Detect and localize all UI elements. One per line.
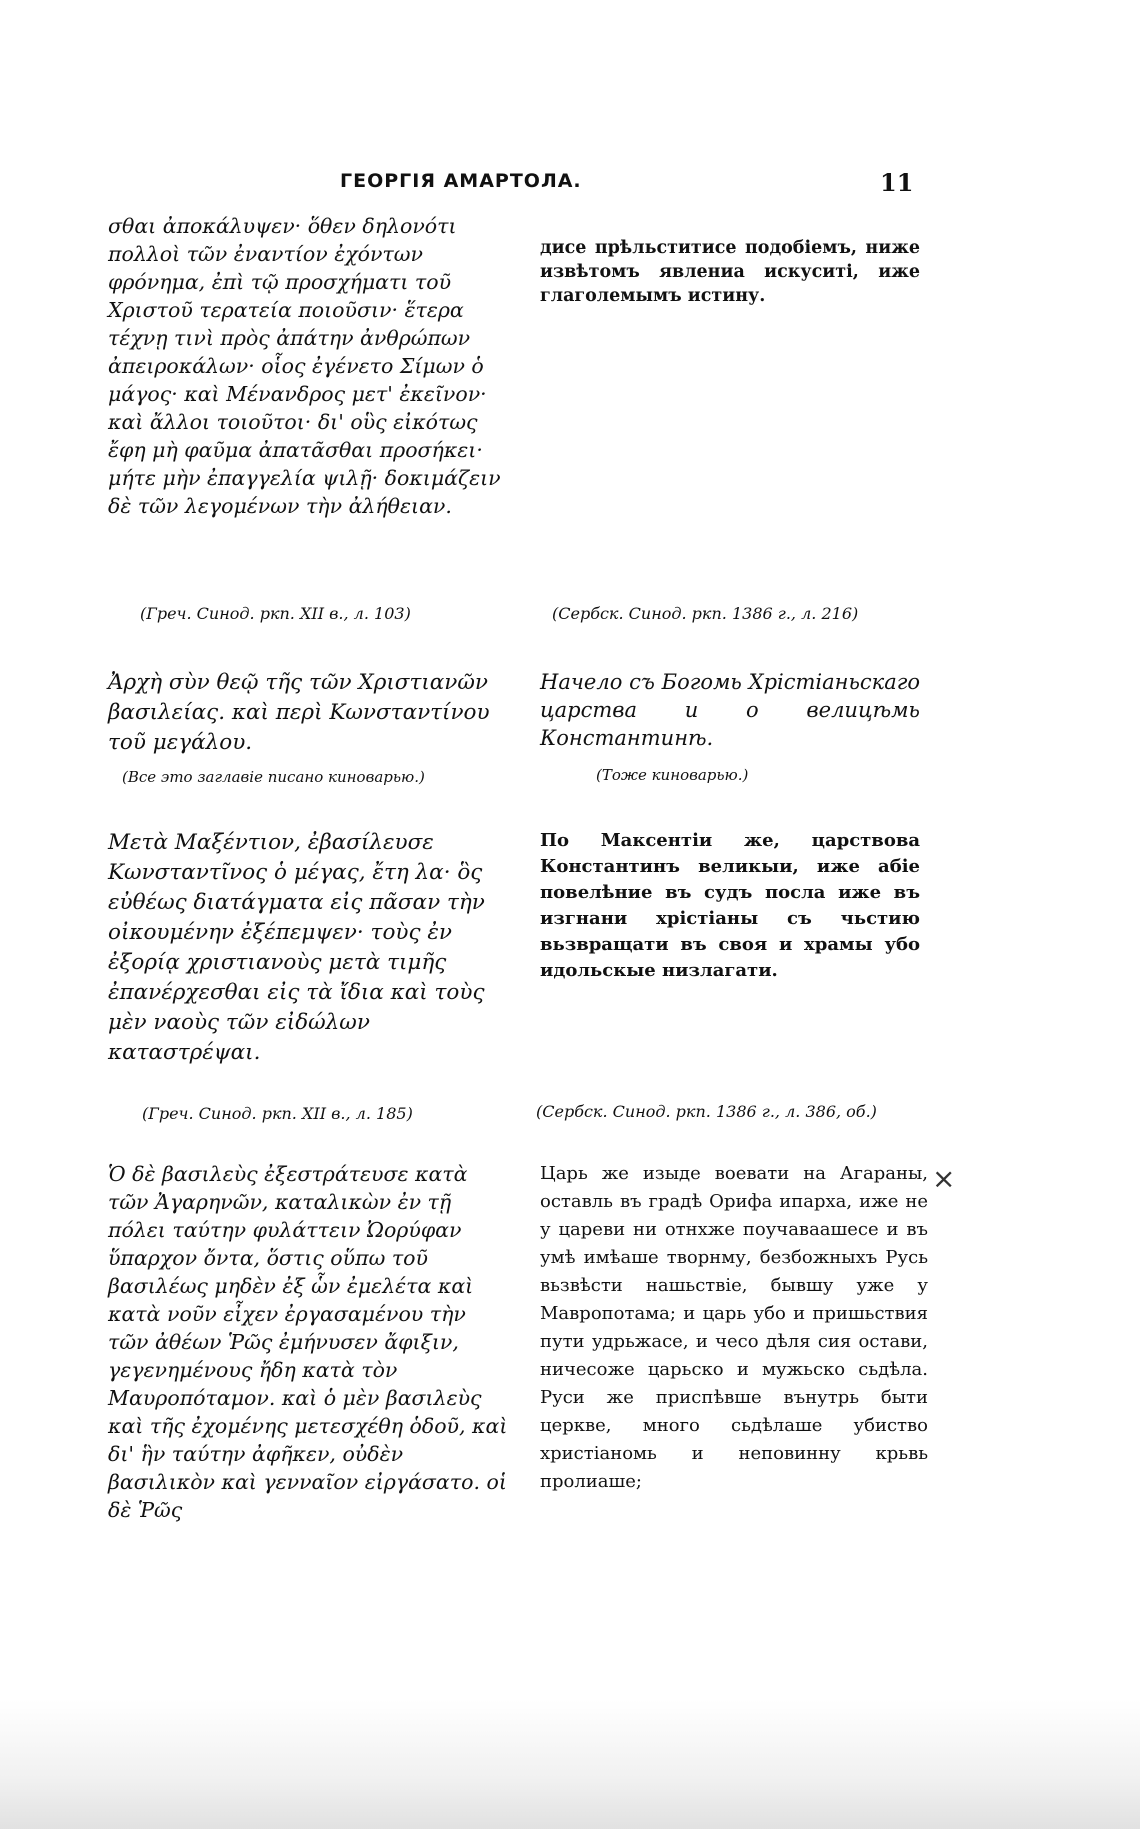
slavonic-paragraph-3: Царь же изыде воевати на Агараны, оставль въ градѣ Орифа ипарха, иже не у цареви ни отнхже поучаваашесе и въ умѣ имѣаше творнму, безбожныхъ Русь вьзвѣсти нашьствіе, бывшу уже у Мавропотама; и царь убо и пришьствия пути удрьжасе, и чесо дѣля сия остави, ничесоже царьско и мужьско сьдѣла. Руси же приспѣвше вънутрь быти церкве, много сьдѣлаше убиство христіаномь и неповинну крьвь пролиаше; bbox=[540, 1163, 928, 1492]
margin-cross-mark: × bbox=[932, 1162, 956, 1195]
slavonic-paragraph-2: По Максентіи же, царствова Константинъ великыи, иже абіе повелѣние въ судъ посла иже въ изгнани хрістіаны съ чьстию вьзвращати въ своя и храмы убо идольскые низлагати. bbox=[540, 830, 920, 981]
greek-column-section-2 bbox=[108, 828, 508, 1068]
greek-paragraph-2: Μετὰ Μαξέντιον, ἐβασίλευσε Κωνσταντῖνος ὁ μέγας, ἔτη λα· ὃς εὐθέως διατάγματα εἰς πᾶσαν τὴν οἰκουμένην ἐξέπεμψεν· τοὺς ἐν ἐξορίᾳ χριστιανοὺς μετὰ τιμῆς ἐπανέρχεσθαι εἰς τὰ ἴδια καὶ τοὺς μὲν ναοὺς τῶν εἰδώλων καταστρέψαι. bbox=[108, 830, 485, 1065]
slavonic-paragraph-1: дисе прѣльститисе подобіемъ, ниже извѣтомъ явлениа искуситі, иже глаголемымъ истину. bbox=[540, 238, 920, 306]
greek-manuscript-ref-1: (Греч. Синод. ркп. XII в., л. 103) bbox=[140, 604, 411, 623]
greek-column-section-3 bbox=[108, 1160, 508, 1524]
greek-manuscript-ref-2: (Греч. Синод. ркп. XII в., л. 185) bbox=[142, 1104, 413, 1123]
slavonic-column-section-1 bbox=[540, 236, 920, 308]
greek-heading-block bbox=[108, 668, 508, 758]
slavonic-manuscript-ref-1: (Сербск. Синод. ркп. 1386 г., л. 216) bbox=[552, 604, 859, 623]
greek-heading: Ἀρχὴ σὺν θεῷ τῆς τῶν Χριστιανῶν βασιλείας. καὶ περὶ Κωνσταντίνου τοῦ μεγάλου. bbox=[108, 670, 490, 755]
slavonic-heading-block bbox=[540, 668, 920, 752]
greek-paragraph-1: σθαι ἀποκάλυψεν· ὅθεν δηλονότι πολλοὶ τῶν ἐναντίον ἐχόντων φρόνημα, ἐπὶ τῷ προσχήματι τοῦ Χριστοῦ τερατεία ποιοῦσιν· ἕτερα τέχνῃ τινὶ πρὸς ἀπάτην ἀνθρώπων ἀπειροκάλων· οἷος ἐγένετο Σίμων ὁ μάγος· καὶ Μένανδρος μετ' ἐκεῖνον· καὶ ἄλλοι τοιοῦτοι· δι' οὓς εἰκότως ἔφη μὴ φαῦμα ἀπατᾶσθαι προσήκει· μήτε μὴν ἐπαγγελία ψιλῇ· δοκιμάζειν δὲ τῶν λεγομένων τὴν ἀλήθειαν. bbox=[108, 214, 501, 518]
greek-column-section-1 bbox=[108, 212, 508, 520]
running-title: ГЕОРГІЯ АМАРТОЛА. bbox=[340, 170, 582, 192]
greek-cinnabar-note: (Все это заглавіе писано киноварью.) bbox=[122, 768, 425, 786]
slavonic-manuscript-ref-2: (Сербск. Синод. ркп. 1386 г., л. 386, об.) bbox=[536, 1102, 877, 1121]
page-bottom-smudge bbox=[0, 1700, 1140, 1829]
slavonic-cinnabar-note: (Тоже киноварью.) bbox=[596, 766, 749, 784]
slavonic-column-section-3 bbox=[540, 1160, 928, 1496]
page-number: 11 bbox=[880, 168, 914, 197]
greek-paragraph-3: Ὁ δὲ βασιλεὺς ἐξεστράτευσε κατὰ τῶν Ἀγαρηνῶν, καταλικὼν ἐν τῇ πόλει ταύτην φυλάττειν Ὠορύφαν ὕπαρχον ὄντα, ὅστις οὕπω τοῦ βασιλέως μηδὲν ἐξ ὧν ἐμελέτα καὶ κατὰ νοῦν εἶχεν ἐργασαμένου τὴν τῶν ἀθέων Ῥῶς ἐμήνυσεν ἄφιξιν, γεγενημένους ἤδη κατὰ τὸν Μαυροπόταμον. καὶ ὁ μὲν βασιλεὺς καὶ τῆς ἐχομένης μετεσχέθη ὁδοῦ, καὶ δι' ἣν ταύτην ἀφῆκεν, οὐδὲν βασιλικὸν καὶ γενναῖον εἰργάσατο. οἱ δὲ Ῥῶς bbox=[108, 1162, 508, 1522]
slavonic-heading: Начело съ Богомь Хрістіаньскаго царства и о велицѣмь Константинѣ. bbox=[540, 670, 920, 750]
slavonic-column-section-2 bbox=[540, 828, 920, 984]
